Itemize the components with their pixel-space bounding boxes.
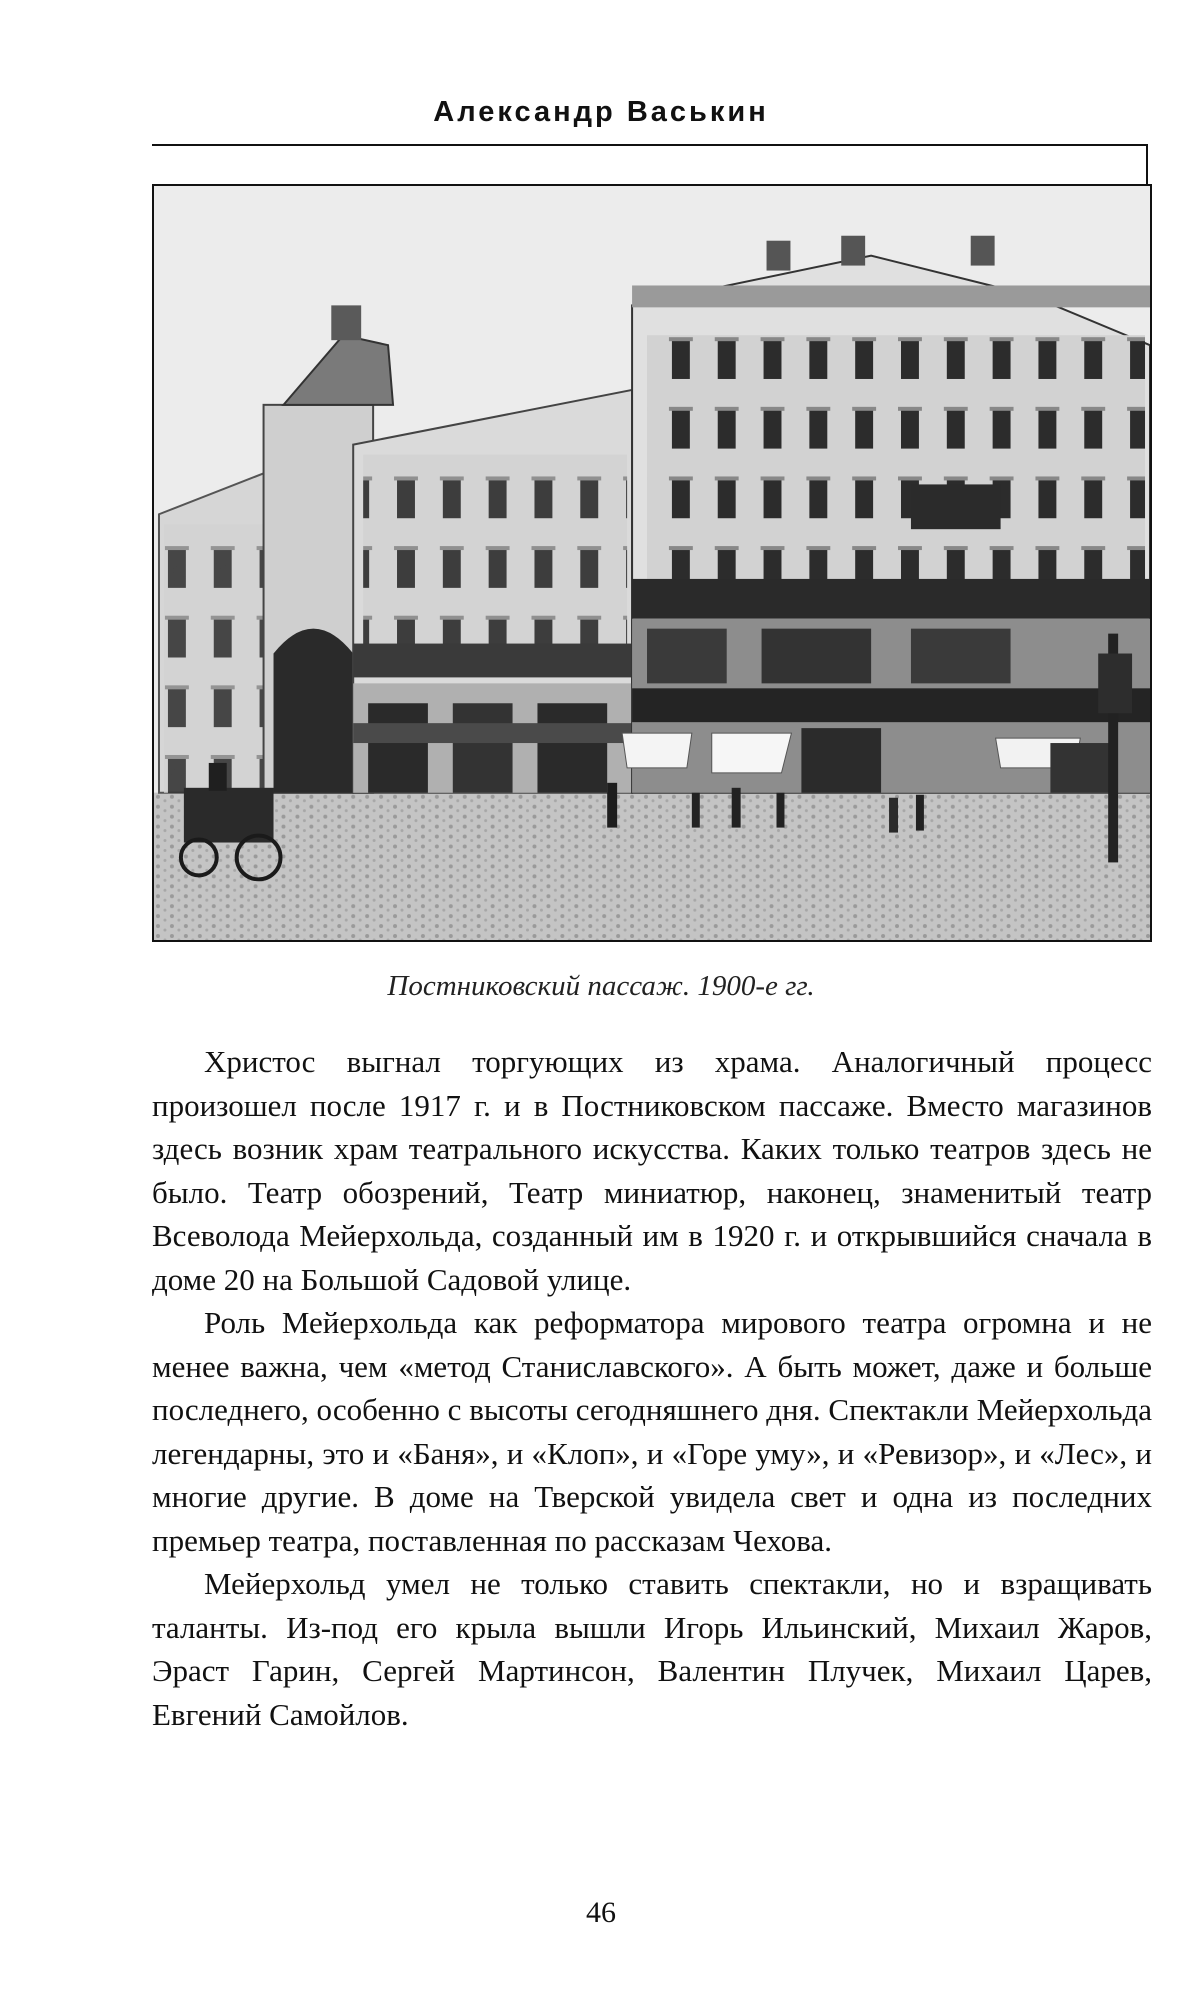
running-header-author: Александр Васькин (433, 96, 769, 128)
page-number: 46 (586, 1896, 616, 1929)
header-rule (152, 144, 1148, 146)
body-text (152, 1040, 1152, 1736)
paragraph: Христос выгнал торгующих из храма. Аналогичный процесс произошел после 1917 г. и в Постниковском пассаже. Вместо магазинов здесь возник храм театрального искусства. Каких только театров здесь не было. Театр обозрений, Театр миниатюр, наконец, знаменитый театр Всеволода Мейерхольда, созданный им в 1920 г. и открывшийся сначала в доме 20 на Большой Садовой улице. (152, 1044, 1152, 1297)
building-illustration (154, 186, 1150, 940)
paragraph: Мейерхольд умел не только ставить спектакли, но и взращивать таланты. Из-под его крыла вышли Игорь Ильинский, Михаил Жаров, Эраст Гарин, Сергей Мартинсон, Валентин Плучек, Михаил Царев, Евгений Самойлов. (152, 1566, 1152, 1732)
figure-caption: Постниковский пассаж. 1900-е гг. (387, 970, 815, 1002)
header-rule-tick (1146, 144, 1148, 184)
paragraph: Роль Мейерхольда как реформатора мирового театра огромна и не менее важна, чем «метод Станиславского». А быть может, даже и больше последнего, особенно с высоты сегодняшнего дня. Спектакли Мейерхольда легендарны, это и «Баня», и «Клоп», и «Горе уму», и «Ревизор», и «Лес», и многие другие. В доме на Тверской увидела свет и одна из последних премьер театра, поставленная по рассказам Чехова. (152, 1305, 1152, 1558)
historic-building-photo (152, 184, 1152, 942)
